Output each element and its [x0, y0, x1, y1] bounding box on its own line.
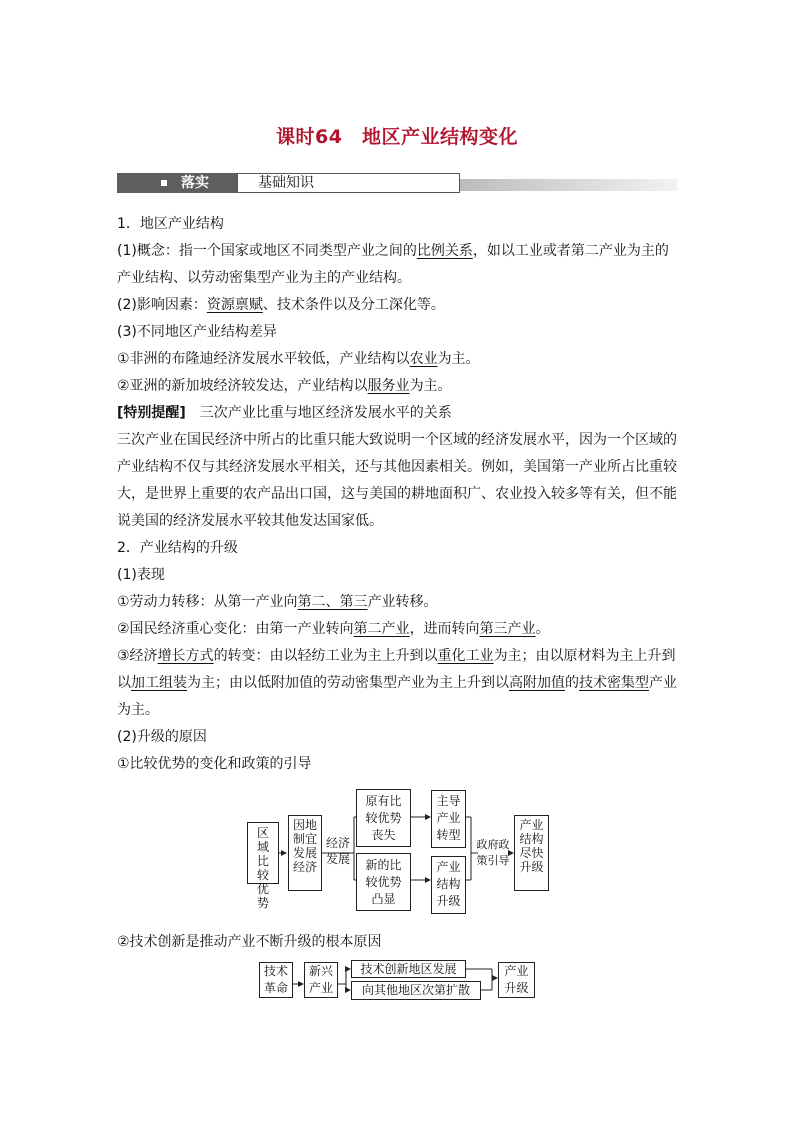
answer-blank: 加工组装 [131, 675, 187, 691]
reason-1: ①比较优势的变化和政策的引导 [117, 756, 312, 772]
answer-blank: 技术密集型 [579, 675, 649, 691]
answer-blank: 资源禀赋 [206, 297, 263, 313]
concept-paragraph: (1)概念：指一个国家或地区不同类型产业之间的比例关系，如以工业或者第二产业为主的产业结构、以劳动密集型产业为主的产业结构。 [117, 243, 669, 286]
section-label: 基础知识 [258, 175, 314, 191]
diff-heading: (3)不同地区产业结构差异 [117, 324, 277, 340]
box-advantage-new: 新的比较优势凸显 [356, 853, 411, 911]
box-structure-upgrade: 产业结构升级 [431, 856, 466, 914]
heading-1: 1．地区产业结构 [117, 216, 224, 232]
answer-blank: 农业 [409, 351, 438, 367]
econ-line: ②国民经济重心变化：由第一产业转向第二产业，进而转向第三产业。 [117, 621, 550, 637]
section-tag-label: 落实 [181, 175, 209, 191]
labor-line: ①劳动力转移：从第一产业向第二、第三产业转移。 [117, 594, 438, 610]
label-econ-development: 经济发展 [325, 836, 350, 866]
box-innovation-region: 技术创新地区发展 [351, 960, 466, 978]
answer-blank: 重化工业 [437, 648, 494, 664]
answer-blank: 第二、第三 [297, 594, 368, 610]
box-industry-upgrade: 产业升级 [498, 962, 535, 998]
page-title: 课时64 地区产业结构变化 [276, 126, 518, 148]
answer-blank: 第三产业 [479, 621, 536, 637]
box-regional-advantage: 区域比较优势 [247, 822, 279, 884]
africa-line: ①非洲的布隆迪经济发展水平较低，产业结构以农业为主。 [117, 351, 480, 367]
reason-heading: (2)升级的原因 [117, 729, 207, 745]
box-new-industry: 新兴产业 [304, 962, 338, 998]
heading-2: 2．产业结构的升级 [117, 540, 238, 556]
tip-label: [特别提醒] [117, 405, 186, 421]
reason-2: ②技术创新是推动产业不断升级的根本原因 [117, 934, 382, 950]
tip-heading: [特别提醒] 三次产业比重与地区经济发展水平的关系 [117, 405, 452, 421]
answer-blank: 服务业 [367, 378, 410, 394]
box-spread: 向其他地区次第扩散 [351, 981, 481, 1000]
box-tech-revolution: 技术革命 [259, 962, 293, 998]
box-local-development: 因地制宜发展经济 [288, 815, 322, 891]
answer-blank: 比例关系 [416, 243, 473, 259]
box-industry-transform: 主导产业转型 [431, 790, 466, 848]
box-advantage-lost: 原有比较优势丧失 [356, 789, 411, 847]
answer-blank: 增长方式 [157, 648, 214, 664]
asia-line: ②亚洲的新加坡经济较发达，产业结构以服务业为主。 [117, 378, 452, 394]
answer-blank: 高附加值 [509, 675, 565, 691]
mode-paragraph: ③经济增长方式的转变：由以轻纺工业为主上升到以重化工业为主；由以原材料为主上升到以加工组装为主；由以低附加值的劳动密集型产业为主上升到以高附加值的技术密集型产业为主。 [117, 648, 677, 718]
tip-text: 三次产业在国民经济中所占的比重只能大致说明一个区域的经济发展水平，因为一个区域的产业结构不仅与其经济发展水平相关，还与其他因素相关。例如，美国第一产业所占比重较大，是世界上重要的农产品出口国，这与美国的耕地面积广、农业投入较多等有关，但不能说美国的经济发展水平较其他发达国家低。 [117, 432, 677, 529]
label-policy: 政府政策引导 [476, 838, 510, 867]
box-fast-upgrade: 产业结构尽快升级 [514, 815, 549, 891]
factor-paragraph: (2)影响因素：资源禀赋、技术条件以及分工深化等。 [117, 297, 445, 313]
show-heading: (1)表现 [117, 567, 165, 583]
answer-blank: 第二产业 [353, 621, 410, 637]
